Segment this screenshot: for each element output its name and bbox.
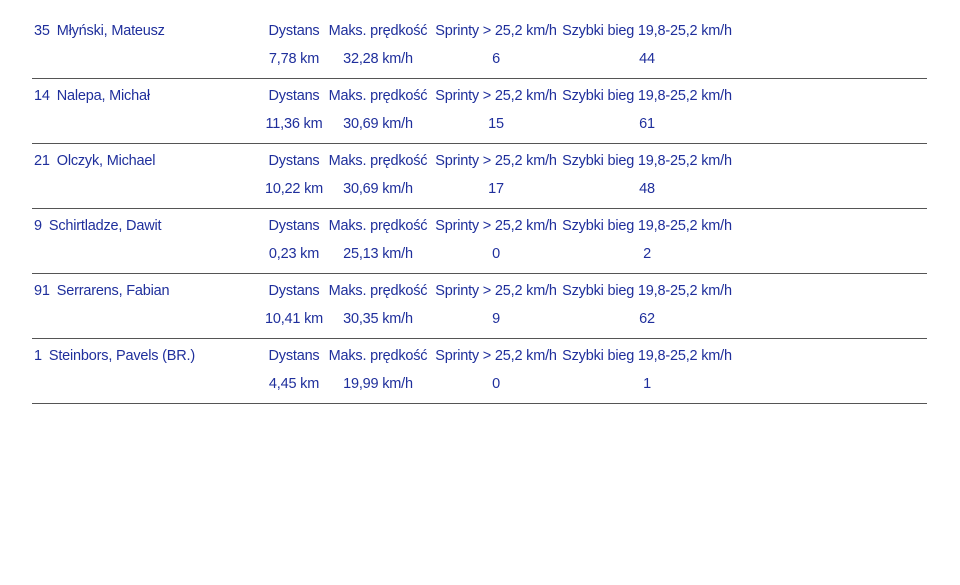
player-name-text: Nalepa, Michał xyxy=(56,88,150,104)
player-name xyxy=(34,22,165,40)
player-name-text: Steinbors, Pavels (BR.) xyxy=(48,348,195,364)
player-name-text: Olczyk, Michael xyxy=(56,153,156,169)
player-stats-table xyxy=(32,14,927,404)
player-name-text: Młyński, Mateusz xyxy=(56,23,165,39)
player-row: 91 Serrarens, Fabian Dystans Maks. prędkość Sprinty > 25,2 km/h Szybki bieg 19,8-25,2 km/h 10,41 km 30,35 km/h 9 62 xyxy=(32,274,927,339)
player-row: 9 Schirtladze, Dawit Dystans Maks. prędkość Sprinty > 25,2 km/h Szybki bieg 19,8-25,2 km/h 0,23 km 25,13 km/h 0 2 xyxy=(32,209,927,274)
player-row: 14 Nalepa, Michał Dystans Maks. prędkość Sprinty > 25,2 km/h Szybki bieg 19,8-25,2 km/h 11,36 km 30,69 km/h 15 61 xyxy=(32,79,927,144)
player-name xyxy=(34,152,155,170)
player-name xyxy=(34,87,150,105)
player-number: 14 xyxy=(34,88,50,104)
player-number: 1 xyxy=(34,348,42,364)
player-name-text: Schirtladze, Dawit xyxy=(48,218,162,234)
player-name xyxy=(34,282,169,300)
player-number: 9 xyxy=(34,218,42,234)
player-number: 91 xyxy=(34,283,50,299)
player-name-text: Serrarens, Fabian xyxy=(56,283,170,299)
player-row: 21 Olczyk, Michael Dystans Maks. prędkość Sprinty > 25,2 km/h Szybki bieg 19,8-25,2 km/h 10,22 km 30,69 km/h 17 48 xyxy=(32,144,927,209)
player-row: 1 Steinbors, Pavels (BR.) Dystans Maks. prędkość Sprinty > 25,2 km/h Szybki bieg 19,8-25,2 km/h 4,45 km 19,99 km/h 0 1 xyxy=(32,339,927,404)
player-number: 21 xyxy=(34,153,50,169)
player-name xyxy=(34,217,161,235)
player-row: 35 Młyński, Mateusz Dystans Maks. prędkość Sprinty > 25,2 km/h Szybki bieg 19,8-25,2 km/h 7,78 km 32,28 km/h 6 44 xyxy=(32,14,927,79)
player-name xyxy=(34,347,195,365)
player-number: 35 xyxy=(34,23,50,39)
